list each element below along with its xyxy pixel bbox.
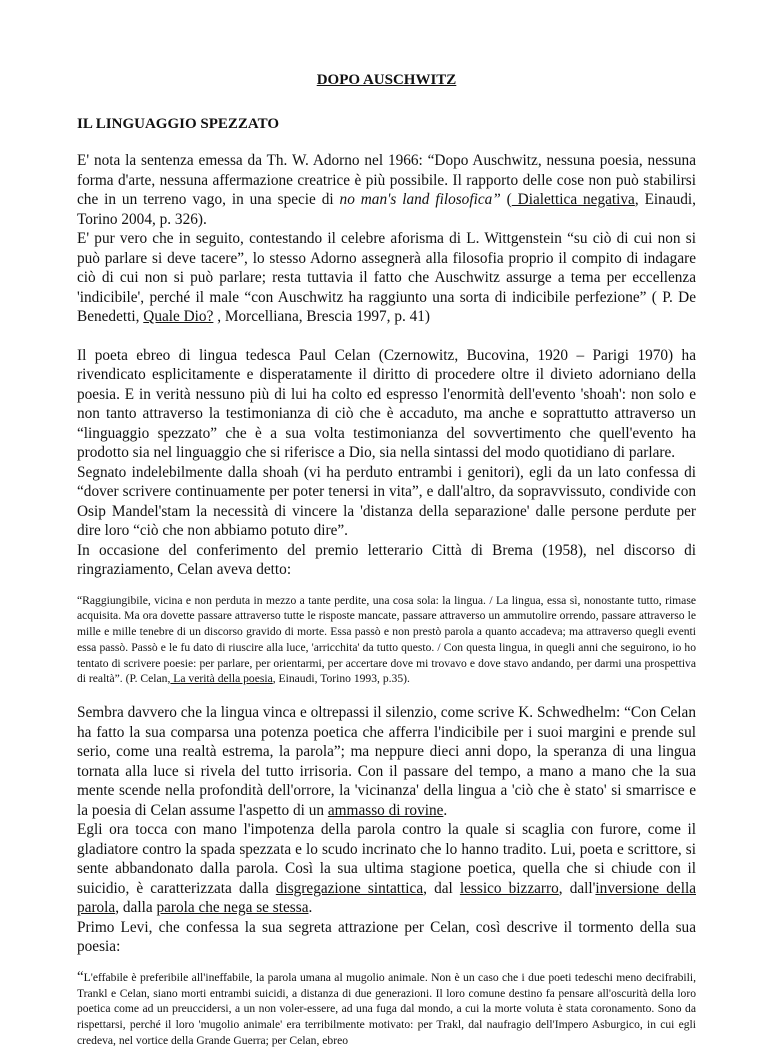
link-verita-della-poesia[interactable]: La verità della poesia <box>170 672 273 686</box>
link-lessico-bizzarro[interactable]: lessico bizzarro <box>459 879 559 897</box>
paragraph-wittgenstein: E' pur vero che in seguito, contestando il celebre aforisma di L. Wittgenstein “su ciò di cui non si può parlare si deve tacere”, lo stesso Adorno assegnerà alla filosofia proprio il compito di indagare ciò di cui non si può parlare; resta tuttavia il fatto che Auschwitz assurge a tema per eccellenza 'indicibile', perché il male “con Auschwitz ha raggiunto una sorta di indicibile perfezione” ( P. De Benedetti, Quale Dio? , Morcelliana, Brescia 1997, p. 41) <box>77 230 696 325</box>
link-parola-che-nega-se-stessa[interactable]: parola che nega se stessa <box>156 899 309 917</box>
paragraph-primo-levi: Primo Levi, che confessa la sua segreta attrazione per Celan, così descrive il tormento della sua poesia: <box>77 918 696 956</box>
quote-celan: “Raggiungibile, vicina e non perduta in mezzo a tante perdite, una cosa sola: la lingua. / La lingua, essa sì, nonostante tutto, rimase acquisita. Ma ora dovette passare attraverso tutte le risposte mancate, passare attraverso un ammutolire orrendo, passare attraverso le mille e mille tenebre di un discorso gravido di morte. Essa passò e non prestò parola a quanto accadeva; ma attraverso quegli eventi essa passò. Passò e le fu dato di riuscire alla luce, 'arricchita' da tutto questo. / Con questa lingua, in quegli anni che seguirono, io ho tentato di scrivere poesie: per parlare, per orientarmi, per accertare dove mi trovavo e dove stavo andando, per darmi una prospettiva di realtà”. (P. Celan, La verità della poesia, Einaudi, Torino 1993, p.35). <box>77 593 696 686</box>
link-disgregazione-sintattica[interactable]: disgregazione sintattica <box>275 879 424 897</box>
link-inversione-della-parola[interactable]: inversione della parola <box>77 879 696 917</box>
link-dialettica-negativa[interactable]: Dialettica negativa <box>511 191 635 208</box>
section-heading: IL LINGUAGGIO SPEZZATO <box>77 116 280 132</box>
paragraph-schwedhelm: Sembra davvero che la lingua vinca e oltrepassi il silenzio, come scrive K. Schwedhelm: “Con Celan ha fatto la sua comparsa una potenza poetica che afferra l'indicibile per i suoi margini e prende sul serio, come una realtà estrema, la parola”; ma neppure dieci anni dopo, la speranza di una lingua tornata alla luce si rivela del tutto irrisoria. Con il passare del tempo, a mano a mano che la sua mente scende nella profondità dell'orrore, la 'vicinanza' della lingua a 'ciò che è stato' si smarrisce e la poesia di Celan assume l'aspetto di un ammasso di rovine. <box>77 704 696 819</box>
link-quale-dio[interactable]: Quale Dio? <box>143 308 214 325</box>
paragraph-brema: In occasione del conferimento del premio letterario Città di Brema (1958), nel discorso di ringraziamento, Celan aveva detto: <box>77 541 696 578</box>
italic-phrase: no man's land filosofica” <box>339 191 501 208</box>
paragraph-impotenza: Egli ora tocca con mano l'impotenza della parola contro la quale si scaglia con furore, come il gladiatore contro la spada spezzata e lo scudo incrinato che lo hanno tradito. Lui, poeta e scrittore, si sente abbandonato dalla parola. Così la sua ultima stagione poetica, quella che si chiude con il suicidio, è caratterizzata dalla disgregazione sintattica, dal lessico bizzarro, dall'inversione della parola, dalla parola che nega se stessa. <box>77 821 696 917</box>
paragraph-shoah: Segnato indelebilmente dalla shoah (vi ha perduto entrambi i genitori), egli da un lato confessa di “dover scrivere continuamente per poter tenersi in vita”, e dall'altro, da sopravvissuto, condivide con Osip Mandel'stam la necessità di vincere la 'distanza della separazione' dalle persone perdute per dire loro “ciò che non abbiamo potuto dire”. <box>77 463 696 539</box>
paragraph-celan-intro: Il poeta ebreo di lingua tedesca Paul Celan (Czernowitz, Bucovina, 1920 – Parigi 1970) ha rivendicato esplicitamente e disperatamente il diritto di procedere oltre il divieto adorniano della poesia. E in verità nessuno più di lui ha colto ed espresso l'enormità dell'evento 'shoah': non solo e non tanto attraverso la testimonianza di ciò che è accaduto, ma anche e soprattutto attraverso un “linguaggio spezzato” che è a sua volta testimonianza del sovvertimento che quell'evento ha prodotto sia nel linguaggio che si riferisce a Dio, sia nella sintassi del modo quotidiano di parlare. <box>77 346 696 461</box>
paragraph-gap <box>77 327 696 346</box>
document-title: DOPO AUSCHWITZ <box>316 72 457 88</box>
link-ammasso-di-rovine[interactable]: ammasso di rovine <box>327 801 444 819</box>
quote-primo-levi: “L'effabile è preferibile all'ineffabile, la parola umana al mugolio animale. Non è un caso che i due poeti tedeschi meno decifrabili, Trankl e Celan, siano morti entrambi suicidi, a distanza di due generazioni. Il loro comune destino fa pensare all'oscurità della loro poetica come ad un preuccidersi, a un non voler-essere, ad una fuga dal mondo, a cui la morte voluta è stata coronamento. Sono da rispettarsi, perché il loro 'mugolio animale' era terribilmente motivato: per Trakl, dal naufragio dell'Impero Asburgico, in cui egli credeva, nel vortice della Grande Guerra; per Celan, ebreo <box>77 968 696 1047</box>
paragraph-adorno: E' nota la sentenza emessa da Th. W. Adorno nel 1966: “Dopo Auschwitz, nessuna poesia, nessuna forma d'arte, nessuna affermazione creatrice è più possibile. Il rapporto delle cose non può stabilirsi che in un terreno vago, in una specie di no man's land filosofica” ( Dialettica negativa, Einaudi, Torino 2004, p. 326). <box>77 152 696 228</box>
